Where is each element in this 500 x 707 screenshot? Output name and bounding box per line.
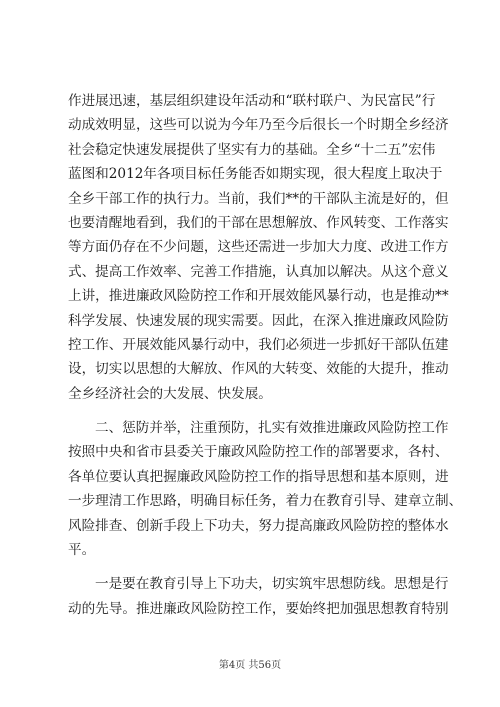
page-footer: 第4页 共56页 [218,660,282,671]
text-line: 按照中央和省市县委关于廉政风险防控工作的部署要求，各村、 [68,444,449,461]
text-line: 式、提高工作效率、完善工作措施，认真加以解决。从这个意义 [68,263,449,280]
text-line: 控工作、开展效能风暴行动中，我们必须进一步抓好干部队伍建 [68,336,449,353]
text-line: 风险排查、创新手段上下功夫，努力提高廉政风险防控的整体水 [68,517,449,534]
text-line: 动的先导。推进廉政风险防控工作，要始终把加强思想教育特别 [68,600,449,617]
text-line: 上讲，推进廉政风险防控工作和开展效能风暴行动，也是推动** [68,288,449,305]
text-line: 全乡经济社会的大发展、快发展。 [68,385,272,402]
text-line: 科学发展、快速发展的现实需要。因此，在深入推进廉政风险防 [68,312,449,329]
text-line: 全乡干部工作的执行力。当前，我们**的干部队主流是好的，但 [68,190,449,207]
text-line: 平。 [68,542,96,559]
text-line: 各单位要认真把握廉政风险防控工作的指导思想和基本原则，进 [68,468,449,485]
paragraph-start-line: 一是要在教育引导上下功夫，切实筑牢思想防线。思想是行 [95,576,449,593]
section-heading: 二、惩防并举，注重预防，扎实有效推进廉政风险防控工作 [95,420,449,437]
text-line: 一步理清工作思路，明确目标任务，着力在教育引导、建章立制、 [68,493,463,510]
text-line: 设，切实以思想的大解放、作风的大转变、效能的大提升，推动 [68,361,449,378]
text-line: 作进展迅速，基层组织建设年活动和“联村联户、为民富民”行 [68,93,436,109]
body-text [68,89,463,621]
text-line: 动成效明显，这些可以说为今年乃至今后很长一个时期全乡经济 [68,117,449,134]
text-line: 蓝图和2012年各项目标任务能否如期实现，很大程度上取决于 [68,166,443,183]
text-line: 也要清醒地看到，我们的干部在思想解放、作风转变、工作落实 [68,214,449,231]
text-line: 等方面仍存在不少问题，这些还需进一步加大力度、改进工作方 [68,239,449,256]
text-line: 社会稳定快速发展提供了坚实有力的基础。全乡“十二五”宏伟 [68,141,436,158]
